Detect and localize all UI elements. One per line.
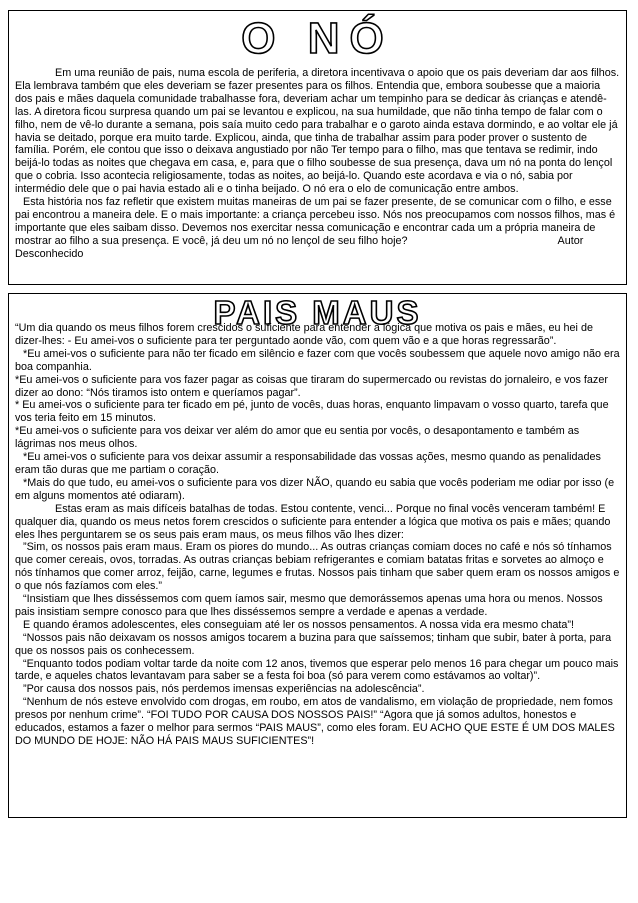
article-title-pais-maus: PAIS MAUS bbox=[213, 294, 422, 331]
paragraph: “Um dia quando os meus filhos forem crescidos o suficiente para entender a lógica que motiva os pais e mães, eu hei de dizer-lhes: - Eu amei-vos o suficiente para ter perguntado aonde vão, com quem vão e a que horas regressarão”. bbox=[15, 322, 593, 347]
paragraph: “Insistiam que lhes disséssemos com quem íamos sair, mesmo que demorássemos apenas uma hora ou menos. Nossos pais insistiam sempre conosco para que lhes disséssemos sempre a verdade e apenas a verdade. bbox=[15, 593, 603, 618]
paragraph: E quando éramos adolescentes, eles conseguiam até ler os nossos pensamentos. A nossa vida era mesmo chata”! bbox=[23, 618, 574, 631]
paragraph: “Nossos pais não deixavam os nossos amigos tocarem a buzina para que saíssemos; tinham que subir, bater à porta, para que os nossos pais os conhecessem. bbox=[15, 631, 612, 657]
article-title-o-no: O NÓ bbox=[241, 14, 394, 63]
paragraph: “Nenhum de nós esteve envolvido com drogas, em roubo, em atos de vandalismo, em violação de propriedade, nem fomos presos por nenhum crime”. “FOI TUDO POR CAUSA DOS NOSSOS PAIS!” “Agora que já somos adultos, honestos e educados, estamos a fazer o melhor para sermos “PAIS MAUS”, como eles foram. EU ACHO QUE ESTE É UM DOS MALES DO MUNDO DE HOJE: NÃO HÁ PAIS MAUS SUFICIENTES”! bbox=[15, 696, 615, 747]
paragraph: Estas eram as mais difíceis batalhas de todas. Estou contente, venci... Porque no final vocês venceram também! E qualquer dia, quando os meus netos forem crescidos o suficiente para entender a lógica que motiva os pais e mães; quando eles lhes perguntarem se os seus pais eram maus, os meus filhos vão lhes dizer: bbox=[15, 502, 611, 541]
paragraph: “Enquanto todos podiam voltar tarde da noite com 12 anos, tivemos que esperar pelo menos 16 para chegar um pouco mais tarde, e aqueles chatos levantavam para saber se a festa foi boa (só para verem como estávamos ao voltar)”. bbox=[15, 657, 619, 683]
paragraph: ”Por causa dos nossos pais, nós perdemos imensas experiências na adolescência”. bbox=[23, 683, 425, 696]
paragraph: *Eu amei-vos o suficiente para vos fazer pagar as coisas que tiraram do supermercado ou revistas do jornaleiro, e vos fazer dizer ao dono: “Nós tiramos isto ontem e queríamos pagar”. bbox=[15, 373, 608, 399]
reflection-text: Esta história nos faz refletir que existem muitas maneiras de um pai se fazer presente, de se comunicar com o filho, e esse pai encontrou a maneira dele. E o mais importante: a criança percebeu isso. Nós nos preocupamos com nossos filhos, mas é importante que eles saibam disso. Devemos nos exercitar nessa comunicação e encontrar cada um a própria maneira de mostrar ao filho a sua presença. E você, já deu um nó no lençol de seu filho hoje? bbox=[15, 196, 616, 247]
paragraph: *Eu amei-vos o suficiente para vos deixar ver além do amor que eu sentia por vocês, o desapontamento e também as lágrimas nos meus olhos. bbox=[15, 425, 580, 451]
paragraph: *Eu amei-vos o suficiente para vos deixar assumir a responsabilidade das vossas ações, mesmo quando as penalidades eram tão duras que me partiam o coração. bbox=[15, 451, 601, 476]
paragraph: *Mais do que tudo, eu amei-vos o suficiente para vos dizer NÃO, quando eu sabia que vocês poderiam me odiar por isso (e em alguns momentos até odiaram). bbox=[15, 476, 615, 502]
article-o-no bbox=[8, 10, 627, 285]
author-signature: Autor Desconhecido bbox=[15, 234, 584, 260]
article-body-pais-maus bbox=[15, 322, 620, 748]
article-pais-maus bbox=[8, 293, 627, 818]
paragraph: * Eu amei-vos o suficiente para ter ficado em pé, junto de vocês, duas horas, enquanto limpavam o vosso quarto, tarefa que vos teria feito em 15 minutos. bbox=[15, 399, 609, 425]
paragraph: *Eu amei-vos o suficiente para não ter ficado em silêncio e fazer com que vocês soubessem que aquele novo amigo não era boa companhia. bbox=[15, 347, 620, 373]
article-body-o-no bbox=[15, 67, 620, 261]
paragraph: ”Sim, os nossos pais eram maus. Eram os piores do mundo... As outras crianças comiam doces no café e nós só tínhamos que comer cereais, ovos, torradas. As outras crianças bebiam refrigerantes e comiam batatas fritas e sorvetes ao almoço e nós tínhamos que comer arroz, feijão, carne, legumes e frutas. Nossos pais tinham que saber quem eram os nossos amigos e o que nós fazíamos com eles.” bbox=[15, 541, 620, 593]
story-paragraph: Em uma reunião de pais, numa escola de periferia, a diretora incentivava o apoio que os pais deveriam dar aos filhos. Ela lembrava também que eles deveriam se fazer presentes para os filhos. Entendia que, embora soubesse que a maioria dos pais e mães daquela comunidade trabalhasse fora, deveriam achar um tempinho para se dedicar às crianças e atendê-las. A diretora ficou surpresa quando um pai se levantou e explicou, na sua humildade, que não tinha tempo de falar com o filho, nem de vê-lo durante a semana, pois saía muito cedo para trabalhar e o garoto ainda estava dormindo, e ao voltar ele já havia se deitado, porque era muito tarde. Explicou, ainda, que tinha de trabalhar assim para poder prover o sustento de família. Porém, ele contou que isso o deixava angustiado por não Ter tempo para o filho, mas que tentava se redimir, indo beijá-lo todas as noites que chegava em casa, e, para que o filho soubesse de sua presença, dava um nó na ponta do lençol que o cobria. Isso acontecia religiosamente, todas as noites, ao beijá-lo. Quando este acordava e via o nó, sabia por intermédio dele que o pai havia estado ali e o tinha beijado. O nó era o elo de comunicação entre ambos. bbox=[15, 67, 620, 196]
reflection-paragraph bbox=[15, 196, 620, 261]
